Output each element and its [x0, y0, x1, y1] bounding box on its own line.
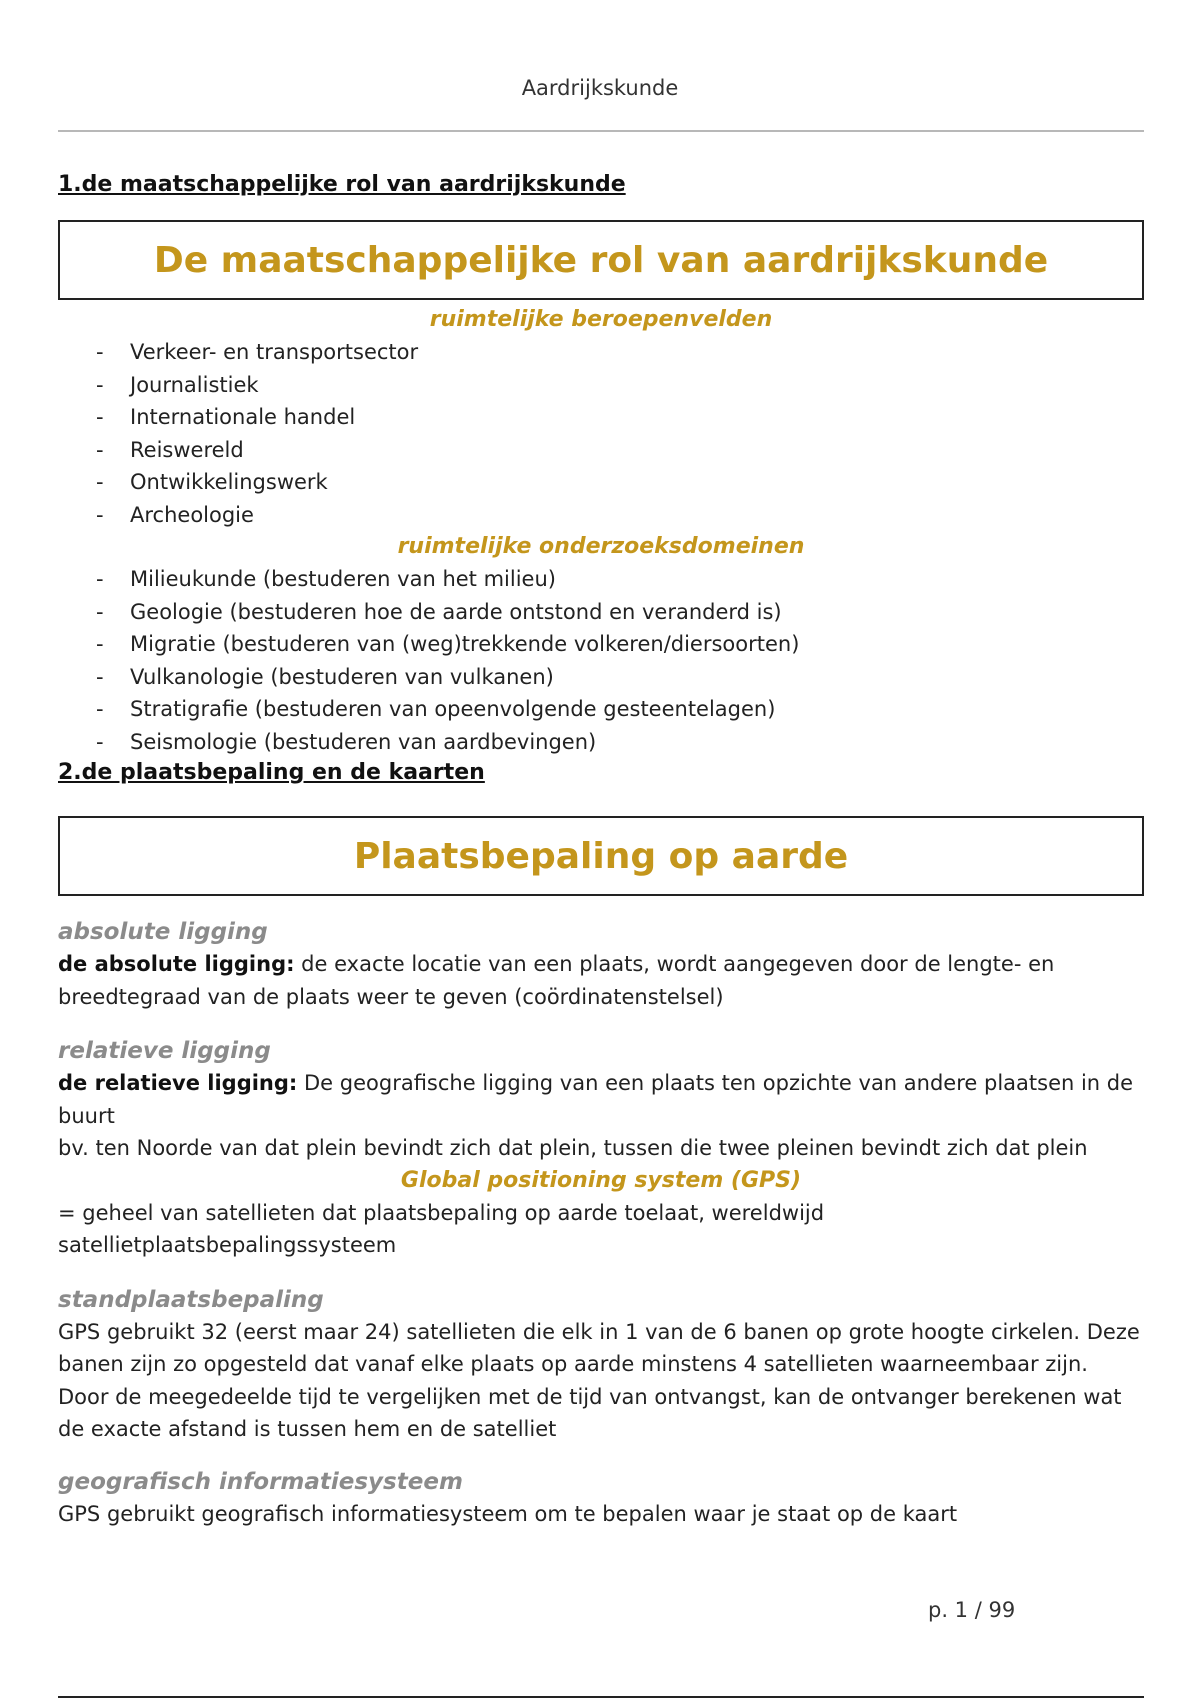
relatieve-ligging-definition: [58, 1067, 1144, 1132]
list-item: - Vulkanologie (bestuderen van vulkanen): [58, 661, 1144, 694]
list-item: - Migratie (bestuderen van (weg)trekkende volkeren/diersoorten): [58, 628, 1144, 661]
gps-definition: = geheel van satellieten dat plaatsbepaling op aarde toelaat, wereldwijd satellietplaatsbepalingssysteem: [58, 1200, 825, 1257]
page-number: p. 1 / 99: [928, 1598, 1016, 1622]
subheading-absolute-ligging: absolute ligging: [58, 919, 268, 945]
standplaatsbepaling-text: GPS gebruikt 32 (eerst maar 24) satellieten die elk in 1 van de 6 banen op grote hoogte cirkelen. Deze banen zijn zo opgesteld dat vanaf elke plaats op aarde minstens 4 satellieten waarneembaar zijn. Door de meegedeelde tijd te vergelijken met de tijd van ontvangst, kan de ontvanger berekenen wat de exacte afstand is tussen hem en de satelliet: [58, 1319, 1140, 1441]
section-2-heading: 2.de plaatsbepaling en de kaarten: [58, 760, 485, 785]
page-content: [58, 170, 1144, 1530]
list-item: - Internationale handel: [58, 401, 1144, 434]
absolute-ligging-text: de exacte locatie van een plaats, wordt aangegeven door de lengte- en breedtegraad van de plaats weer te geven (coördinatenstelsel): [58, 952, 1055, 1009]
header-divider: [58, 130, 1144, 132]
absolute-ligging-definition: [58, 948, 1144, 1013]
subheading-relatieve-ligging: relatieve ligging: [58, 1038, 271, 1064]
onderzoeksdomeinen-list: [58, 563, 1144, 758]
list-item: - Reiswereld: [58, 434, 1144, 467]
list-item: - Journalistiek: [58, 369, 1144, 402]
term-absolute-ligging: de absolute ligging:: [58, 952, 295, 976]
subheading-gis: geografisch informatiesysteem: [58, 1468, 463, 1495]
gis-text: GPS gebruikt geografisch informatiesysteem om te bepalen waar je staat op de kaart: [58, 1501, 958, 1526]
list-item: - Archeologie: [58, 499, 1144, 532]
section-1-box-title: De maatschappelijke rol van aardrijkskunde: [153, 239, 1049, 281]
list-item: - Seismologie (bestuderen van aardbevingen): [58, 726, 1144, 759]
relatieve-ligging-text: De geografische ligging van een plaats ten opzichte van andere plaatsen in de buurt: [58, 1071, 1134, 1128]
subheading-onderzoeksdomeinen: ruimtelijke onderzoeksdomeinen: [397, 534, 805, 559]
section-2-box-title: Plaatsbepaling op aarde: [353, 835, 849, 877]
running-header: Aardrijkskunde: [521, 76, 679, 100]
beroepenvelden-list: [58, 336, 1144, 531]
list-item: - Verkeer- en transportsector: [58, 336, 1144, 369]
subheading-standplaatsbepaling: standplaatsbepaling: [58, 1286, 324, 1313]
list-item: - Ontwikkelingswerk: [58, 466, 1144, 499]
relatieve-ligging-example: bv. ten Noorde van dat plein bevindt zich dat plein, tussen die twee pleinen bevindt zich dat plein: [58, 1136, 1088, 1160]
subheading-gps: Global positioning system (GPS): [400, 1167, 802, 1193]
footer-divider: [58, 1696, 1144, 1698]
section-1-title-box: [58, 220, 1144, 300]
list-item: - Milieukunde (bestuderen van het milieu): [58, 563, 1144, 596]
list-item: - Stratigrafie (bestuderen van opeenvolgende gesteentelagen): [58, 693, 1144, 726]
section-1-heading: 1.de maatschappelijke rol van aardrijkskunde: [58, 172, 626, 197]
list-item: - Geologie (bestuderen hoe de aarde ontstond en veranderd is): [58, 596, 1144, 629]
section-2-title-box: [58, 816, 1144, 896]
term-relatieve-ligging: de relatieve ligging:: [58, 1071, 298, 1095]
subheading-beroepenvelden: ruimtelijke beroepenvelden: [429, 307, 773, 332]
